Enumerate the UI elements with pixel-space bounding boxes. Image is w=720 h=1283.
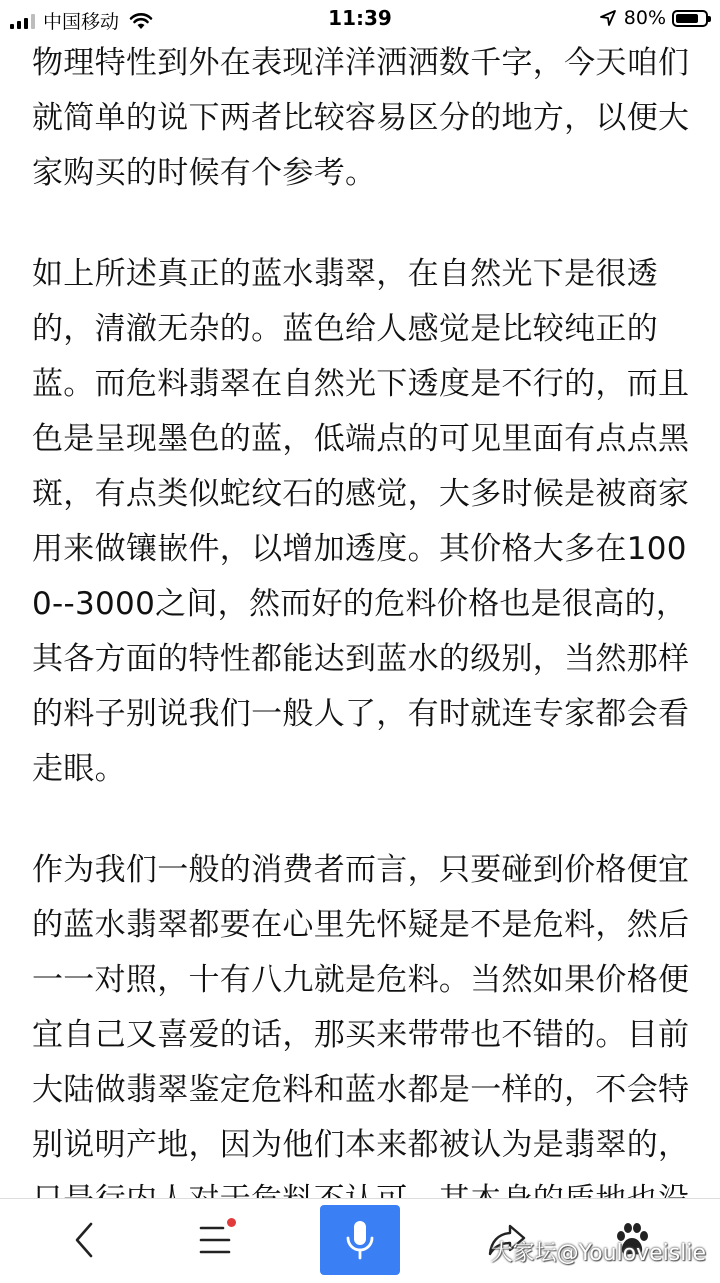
carrier-name: 中国移动 — [43, 11, 120, 33]
status-right — [600, 7, 708, 29]
menu-button[interactable] — [175, 1199, 255, 1281]
back-icon — [69, 1220, 99, 1260]
back-button[interactable] — [44, 1199, 124, 1281]
voice-input-button[interactable] — [320, 1205, 400, 1275]
location-arrow-icon — [600, 10, 616, 26]
menu-icon — [195, 1222, 235, 1258]
battery-percent: 80% — [623, 7, 666, 29]
clock: 11:39 — [328, 6, 392, 30]
article-body — [32, 36, 696, 1198]
status-bar — [0, 0, 720, 40]
article-paragraph: 如上所述真正的蓝水翡翠，在自然光下是很透的，清澈无杂的。蓝色给人感觉是比较纯正的蓝。而危料翡翠在自然光下透度是不行的，而且色是呈现墨色的蓝，低端点的可见里面有点点黑斑，有点类似蛇纹石的感觉，大多时候是被商家用来做镶嵌件，以增加透度。其价格大多在1000--3000之间，然而好的危料价格也是很高的，其各方面的特性都能达到蓝水的级别，当然那样的料子别说我们一般人了，有时就连专家都会看走眼。 — [32, 256, 690, 787]
article-paragraph: 物理特性到外在表现洋洋洒洒数千字，今天咱们就简单的说下两者比较容易区分的地方，以便大家购买的时候有个参考。 — [32, 45, 690, 191]
article-paragraph: 作为我们一般的消费者而言，只要碰到价格便宜的蓝水翡翠都要在心里先怀疑是不是危料，然后一一对照，十有八九就是危料。当然如果价格便宜自己又喜爱的话，那买来带带也不错的。目前大陆做翡翠鉴定危料和蓝水都是一样的，不会特别说明产地，因为他们本来都被认为是翡翠的， — [32, 852, 690, 1163]
microphone-icon — [343, 1218, 377, 1262]
battery-icon — [672, 10, 708, 27]
notification-dot — [227, 1218, 236, 1227]
watermark: 大家坛@Youloveislie — [490, 1241, 706, 1266]
